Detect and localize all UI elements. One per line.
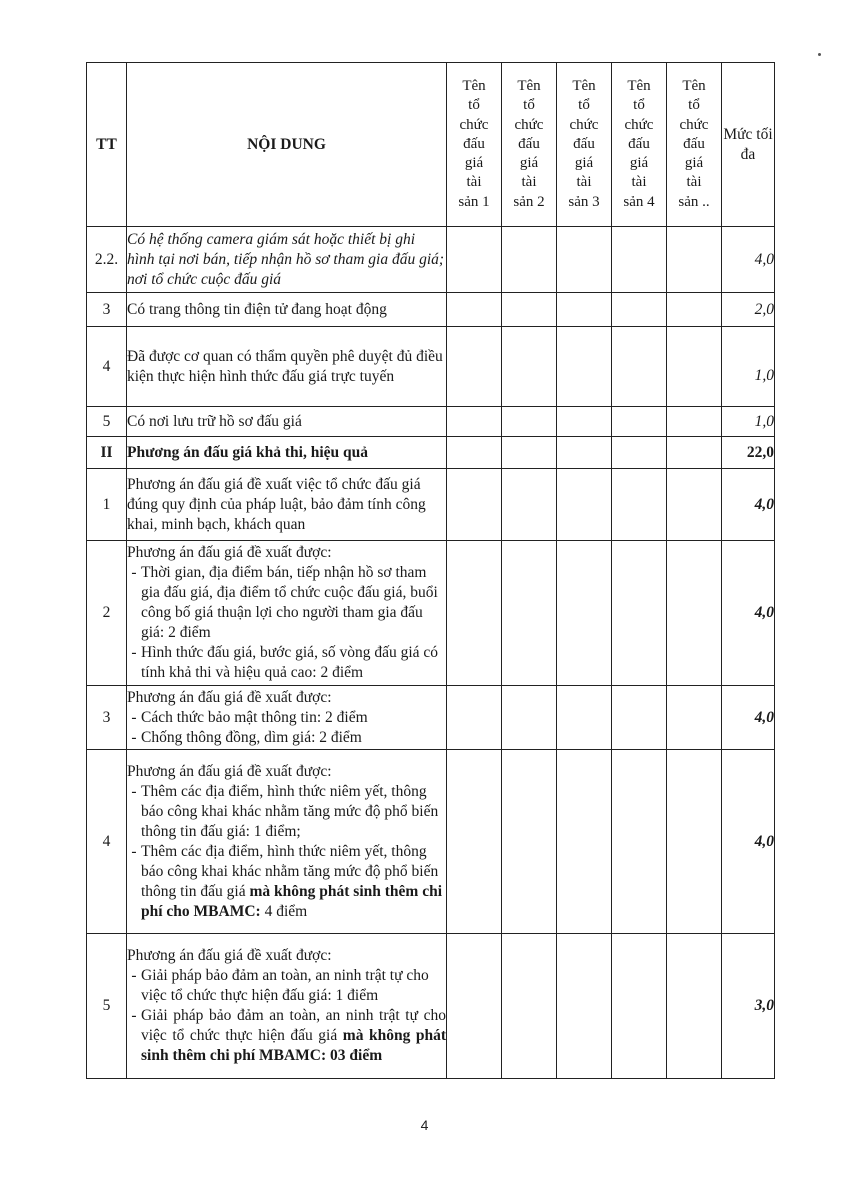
- org-1-cell: [447, 327, 502, 407]
- row-number: 1: [87, 469, 127, 541]
- section-title: Phương án đấu giá khả thi, hiệu quả: [127, 437, 447, 469]
- row-number: 4: [87, 750, 127, 934]
- row-number: 3: [87, 293, 127, 327]
- org-4-cell: [612, 541, 667, 686]
- table-row: [87, 750, 775, 934]
- org-5-cell: [667, 934, 722, 1079]
- org-3-cell: [557, 227, 612, 293]
- max-score: 4,0: [722, 541, 775, 686]
- row-number: 2: [87, 541, 127, 686]
- max-score: 1,0: [722, 407, 775, 437]
- row-number: 4: [87, 327, 127, 407]
- org-3-cell: [557, 293, 612, 327]
- section-number: II: [87, 437, 127, 469]
- row-intro: Phương án đấu giá đề xuất được:: [127, 762, 332, 780]
- header-org-1: Tên tổ chức đấu giá tài sản 1: [447, 63, 502, 227]
- org-3-cell: [557, 934, 612, 1079]
- row-content: [127, 934, 447, 1079]
- max-score: 4,0: [722, 750, 775, 934]
- row-content: Phương án đấu giá đề xuất việc tổ chức đấu giá đúng quy định của pháp luật, bảo đảm tính công khai, minh bạch, khách quan: [127, 469, 447, 541]
- org-5-cell: [667, 407, 722, 437]
- org-2-cell: [502, 327, 557, 407]
- org-2-cell: [502, 227, 557, 293]
- header-org-4: Tên tổ chức đấu giá tài sản 4: [612, 63, 667, 227]
- row-number: 5: [87, 934, 127, 1079]
- org-2-cell: [502, 437, 557, 469]
- org-3-cell: [557, 686, 612, 750]
- org-1-cell: [447, 750, 502, 934]
- org-5-cell: [667, 541, 722, 686]
- org-1-cell: [447, 686, 502, 750]
- org-4-cell: [612, 407, 667, 437]
- bullet-item: - Giải pháp bảo đảm an toàn, an ninh trật tự cho việc tổ chức thực hiện đấu giá: 1 điểm: [131, 967, 429, 1004]
- table-row: [87, 293, 775, 327]
- row-content: [127, 750, 447, 934]
- org-5-cell: [667, 686, 722, 750]
- max-score: 2,0: [722, 293, 775, 327]
- max-score: 1,0: [722, 327, 775, 407]
- row-content: [127, 686, 447, 750]
- bullet-item: - Hình thức đấu giá, bước giá, số vòng đấu giá có tính khả thi và hiệu quả cao: 2 điểm: [131, 644, 439, 681]
- page-number: 4: [420, 1117, 429, 1133]
- org-1-cell: [447, 227, 502, 293]
- table-row: [87, 686, 775, 750]
- table-row: [87, 469, 775, 541]
- table-row: [87, 541, 775, 686]
- org-5-cell: [667, 293, 722, 327]
- row-intro: Phương án đấu giá đề xuất được:: [127, 947, 332, 964]
- org-1-cell: [447, 293, 502, 327]
- header-content: NỘI DUNG: [127, 63, 447, 227]
- org-2-cell: [502, 469, 557, 541]
- bullet-item: - Thêm các địa điểm, hình thức niêm yết, thông báo công khai khác nhằm tăng mức độ phổ biến thông tin đấu giá mà không phát sinh thêm chi phí cho MBAMC: 4 điểm: [131, 842, 443, 920]
- org-3-cell: [557, 437, 612, 469]
- bullet-item: - Thời gian, địa điểm bán, tiếp nhận hồ sơ tham gia đấu giá, địa điểm tổ chức cuộc đấu giá, buổi công bố giá thuận lợi cho người tham gia đấu giá: 2 điểm: [131, 564, 438, 641]
- org-3-cell: [557, 541, 612, 686]
- org-2-cell: [502, 686, 557, 750]
- max-score: 3,0: [722, 934, 775, 1079]
- org-2-cell: [502, 407, 557, 437]
- org-5-cell: [667, 750, 722, 934]
- org-3-cell: [557, 407, 612, 437]
- scoring-table: [86, 62, 775, 1079]
- table-row: [87, 407, 775, 437]
- header-tt: TT: [87, 63, 127, 227]
- org-5-cell: [667, 437, 722, 469]
- org-1-cell: [447, 407, 502, 437]
- org-4-cell: [612, 327, 667, 407]
- section-row: [87, 437, 775, 469]
- row-intro: Phương án đấu giá đề xuất được:: [127, 544, 332, 561]
- org-4-cell: [612, 934, 667, 1079]
- header-org-2: Tên tổ chức đấu giá tài sản 2: [502, 63, 557, 227]
- org-2-cell: [502, 541, 557, 686]
- header-org-5: Tên tổ chức đấu giá tài sản ..: [667, 63, 722, 227]
- org-1-cell: [447, 934, 502, 1079]
- org-4-cell: [612, 227, 667, 293]
- org-3-cell: [557, 327, 612, 407]
- max-score: 4,0: [722, 227, 775, 293]
- row-content: Đã được cơ quan có thẩm quyền phê duyệt đủ điều kiện thực hiện hình thức đấu giá trực tuyến: [127, 327, 447, 407]
- org-1-cell: [447, 469, 502, 541]
- table-header-row: [87, 63, 775, 227]
- header-max-score: Mức tối đa: [722, 63, 775, 227]
- org-1-cell: [447, 541, 502, 686]
- org-5-cell: [667, 469, 722, 541]
- row-number: 2.2.: [87, 227, 127, 293]
- org-5-cell: [667, 327, 722, 407]
- org-4-cell: [612, 686, 667, 750]
- max-score: 4,0: [722, 686, 775, 750]
- row-content: Có trang thông tin điện tử đang hoạt động: [127, 293, 447, 327]
- row-content: Có nơi lưu trữ hồ sơ đấu giá: [127, 407, 447, 437]
- org-2-cell: [502, 750, 557, 934]
- section-max-score: 22,0: [722, 437, 775, 469]
- max-score: 4,0: [722, 469, 775, 541]
- org-4-cell: [612, 293, 667, 327]
- org-1-cell: [447, 437, 502, 469]
- org-4-cell: [612, 437, 667, 469]
- header-org-3: Tên tổ chức đấu giá tài sản 3: [557, 63, 612, 227]
- scan-speck: [818, 53, 821, 56]
- org-4-cell: [612, 469, 667, 541]
- org-2-cell: [502, 934, 557, 1079]
- table-row: [87, 227, 775, 293]
- row-number: 5: [87, 407, 127, 437]
- table-row: [87, 327, 775, 407]
- org-3-cell: [557, 469, 612, 541]
- bullet-item: - Giải pháp bảo đảm an toàn, an ninh trật tự cho việc tổ chức thực hiện đấu giá mà không phát sinh thêm chi phí MBAMC: 03 điểm: [131, 1007, 446, 1064]
- bullet-item: - Cách thức bảo mật thông tin: 2 điểm: [131, 708, 368, 726]
- org-2-cell: [502, 293, 557, 327]
- row-content: Có hệ thống camera giám sát hoặc thiết bị ghi hình tại nơi bán, tiếp nhận hồ sơ tham gia đấu giá; nơi tổ chức cuộc đấu giá: [127, 227, 447, 293]
- row-number: 3: [87, 686, 127, 750]
- org-3-cell: [557, 750, 612, 934]
- org-5-cell: [667, 227, 722, 293]
- org-4-cell: [612, 750, 667, 934]
- row-content: [127, 541, 447, 686]
- bullet-item: - Thêm các địa điểm, hình thức niêm yết, thông báo công khai khác nhằm tăng mức độ phổ biến thông tin đấu giá: 1 điểm;: [131, 782, 439, 840]
- table-row: [87, 934, 775, 1079]
- bullet-item: - Chống thông đồng, dìm giá: 2 điểm: [131, 728, 362, 746]
- row-intro: Phương án đấu giá đề xuất được:: [127, 688, 332, 706]
